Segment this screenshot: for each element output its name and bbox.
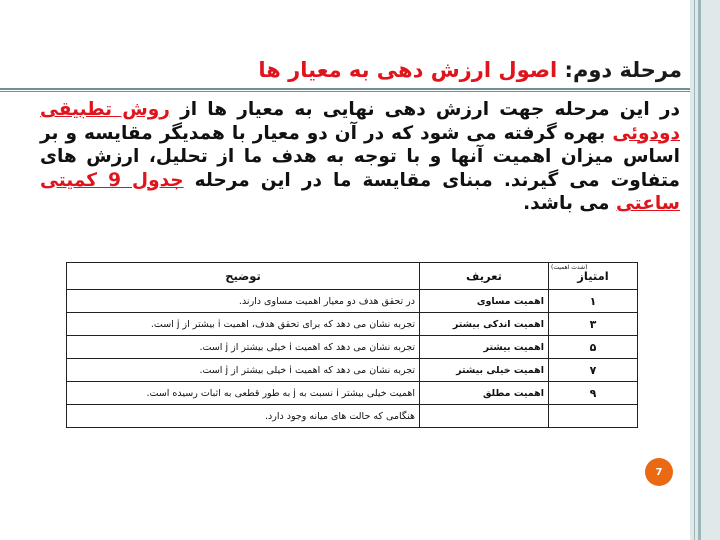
cell-description: اهمیت خیلی بیشتر i نسبت به j به طور قطعی به اثبات رسیده است.: [67, 382, 420, 405]
cell-definition: اهمیت مساوی: [420, 290, 549, 313]
paragraph-text: می باشد.: [523, 193, 616, 214]
cell-description: هنگامی که حالت های میانه وجود دارد.: [67, 405, 420, 428]
cell-definition: [420, 405, 549, 428]
cell-description: تجربه نشان می دهد که اهمیت i خیلی بیشتر از j است.: [67, 359, 420, 382]
title-divider: [0, 88, 690, 90]
cell-score: ۱: [549, 290, 638, 313]
scale-table: [66, 262, 638, 428]
cell-definition: اهمیت بیشتر: [420, 336, 549, 359]
header-score: [549, 263, 638, 290]
right-decorative-bar: [690, 0, 720, 540]
cell-score: ۵: [549, 336, 638, 359]
table-row: [67, 313, 638, 336]
cell-score: [549, 405, 638, 428]
scale-table-image: [66, 262, 638, 452]
cell-definition: اهمیت خیلی بیشتر: [420, 359, 549, 382]
table-link[interactable]: جدول 9 کمیتی ساعتی: [40, 169, 680, 214]
header-definition: تعریف: [420, 263, 549, 290]
table-row: [67, 336, 638, 359]
body-paragraph: [40, 98, 680, 216]
bar-line: [694, 0, 695, 540]
cell-description: تجربه نشان می دهد که اهمیت i خیلی بیشتر از j است.: [67, 336, 420, 359]
title-prefix: مرحلة دوم:: [557, 58, 682, 82]
bar-line: [698, 0, 701, 540]
table-row: [67, 290, 638, 313]
cell-definition: اهمیت اندکی بیشتر: [420, 313, 549, 336]
cell-description: در تحقق هدف دو معیار اهمیت مساوی دارند.: [67, 290, 420, 313]
cell-score: ۳: [549, 313, 638, 336]
table-header-row: [67, 263, 638, 290]
title-accent: اصول ارزش دهی به معیار ها: [258, 58, 558, 82]
page-number-badge: [645, 458, 673, 486]
cell-definition: اهمیت مطلق: [420, 382, 549, 405]
method-link[interactable]: روش تطبیقی دودوئی: [40, 99, 680, 144]
paragraph-text: بهره گرفته می شود که در آن دو معیار با همدیگر مقایسه و بر اساس میزان اهمیت آنها و با توجه به هدف ما از تحلیل، ارزش های متفاوت می گیرند. مبنای مقایسة ما در این مرحله: [40, 122, 680, 191]
paragraph-text: در این مرحله جهت ارزش دهی نهایی به معیار ها از: [169, 99, 680, 120]
table-row: [67, 382, 638, 405]
table-row: [67, 405, 638, 428]
title-divider-thin: [0, 91, 690, 92]
cell-score: ۷: [549, 359, 638, 382]
page-number: 7: [655, 466, 663, 478]
table-row: [67, 359, 638, 382]
cell-description: تجربه نشان می دهد که برای تحقق هدف، اهمیت i بیشتر از j است.: [67, 313, 420, 336]
header-score-label: امتیاز: [577, 269, 609, 283]
header-score-note: (شدت اهمیت): [551, 264, 588, 271]
slide-title: [258, 58, 682, 82]
cell-score: ۹: [549, 382, 638, 405]
header-description: توضیح: [67, 263, 420, 290]
